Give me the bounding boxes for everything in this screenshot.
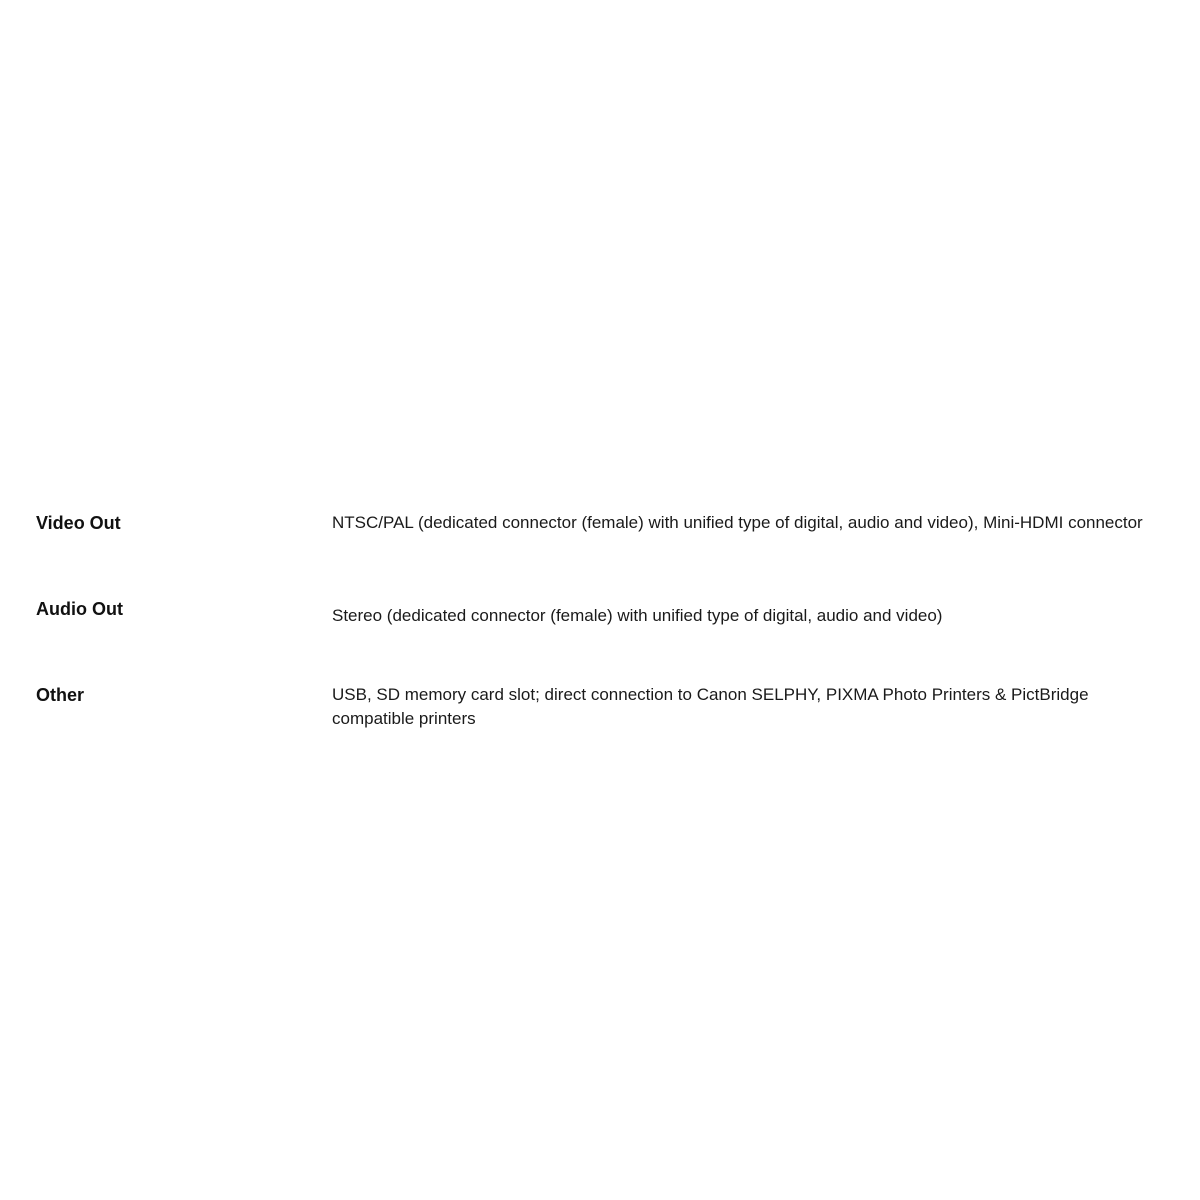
spec-row-video-out: [36, 508, 1166, 594]
spec-label: Video Out: [36, 513, 121, 533]
spec-value: NTSC/PAL (dedicated connector (female) with unified type of digital, audio and video), Mini-HDMI connector: [332, 513, 1143, 532]
spec-value: USB, SD memory card slot; direct connection to Canon SELPHY, PIXMA Photo Printers & PictBridge compatible printers: [332, 685, 1089, 728]
spec-row-other: [36, 680, 1166, 740]
spec-row-audio-out: [36, 594, 1166, 680]
spec-label: Audio Out: [36, 599, 123, 619]
spec-label: Other: [36, 685, 85, 705]
spec-value: Stereo (dedicated connector (female) with unified type of digital, audio and video): [332, 606, 943, 625]
spec-table: [36, 508, 1166, 740]
